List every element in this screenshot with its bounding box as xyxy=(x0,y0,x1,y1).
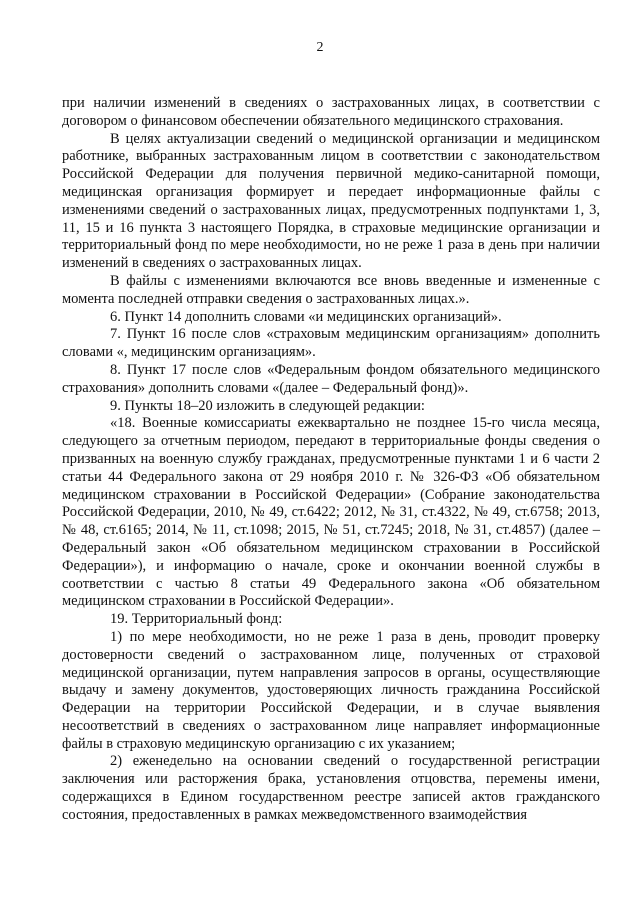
document-body xyxy=(62,95,600,825)
paragraph-item-6: 6. Пункт 14 дополнить словами «и медицинских организаций». xyxy=(110,308,502,325)
paragraph-item-7: 7. Пункт 16 после слов «страховым медицинским организациям» дополнить словами «, медицинским организациям». xyxy=(62,326,600,361)
paragraph-continuation: при наличии изменений в сведениях о застрахованных лицах, в соответствии с договором о финансовом обеспечении обязательного медицинского страхования. xyxy=(62,95,600,129)
paragraph-clause-19: 19. Территориальный фонд: xyxy=(110,611,283,628)
paragraph-change-files: В файлы с изменениями включаются все вновь введенные и измененные с момента последней отправки сведения о застрахованных лицах.». xyxy=(62,272,600,307)
paragraph-subclause-2: 2) еженедельно на основании сведений о государственной регистрации заключения или расторжения брака, установления отцовства, перемены имени, содержащихся в Едином государственном реестре записей актов гражданского состояния, предоставленных в рамках межведомственного взаимодействия xyxy=(62,753,600,823)
paragraph-item-9: 9. Пункты 18–20 изложить в следующей редакции: xyxy=(110,397,425,414)
paragraph-clause-18: «18. Военные комиссариаты ежеквартально не позднее 15-го числа месяца, следующего за отчетным периодом, передают в территориальные фонды сведения о призванных на военную службу гражданах, предусмотренные пунктами 1 и 6 части 2 статьи 44 Федерального закона от 29 ноября 2010 г. № 326-ФЗ «Об обязательном медицинском страховании в Российской Федерации» (Собрание законодательства Российской Федерации, 2010, № 49, ст.6422; 2012, № 31, ст.4322, № 49, ст.6758; 2013, № 48, ст.6165; 2014, № 11, ст.1098; 2015, № 51, ст.7245; 2018, № 31, ст.4857) (далее – Федеральный закон «Об обязательном медицинском страховании в Российской Федерации»), и информацию о начале, сроке и окончании военной службы в соответствии с частью 8 статьи 49 Федерального закона «Об обязательном медицинском страховании в Российской Федерации». xyxy=(62,415,600,610)
paragraph-item-8: 8. Пункт 17 после слов «Федеральным фондом обязательного медицинского страхования» дополнить словами «(далее – Федеральный фонд)». xyxy=(62,361,600,396)
paragraph-actualization: В целях актуализации сведений о медицинской организации и медицинском работнике, выбранных застрахованным лицом в соответствии с законодательством Российской Федерации для получения первичной медико-санитарной помощи, медицинская организация формирует и передает информационные файлы с изменениями сведений о застрахованных лицах, предусмотренных подпунктами 1, 3, 11, 15 и 16 пункта 3 настоящего Порядка, в страховые медицинские организации и территориальный фонд по мере необходимости, но не реже 1 раза в день при наличии изменений в сведениях о застрахованных лицах. xyxy=(62,130,600,272)
paragraph-subclause-1: 1) по мере необходимости, но не реже 1 раза в день, проводит проверку достоверности сведений о застрахованном лице, полученных от страховой медицинской организации, путем направления запросов в органы, осуществляющие выдачу и замену документов, удостоверяющих личность гражданина Российской Федерации на территории Российской Федерации, и в случае выявления несоответствий в сведениях о застрахованном лице направляет информационные файлы в страховую медицинскую организацию с их указанием; xyxy=(62,628,600,752)
page-number: 2 xyxy=(316,40,324,55)
